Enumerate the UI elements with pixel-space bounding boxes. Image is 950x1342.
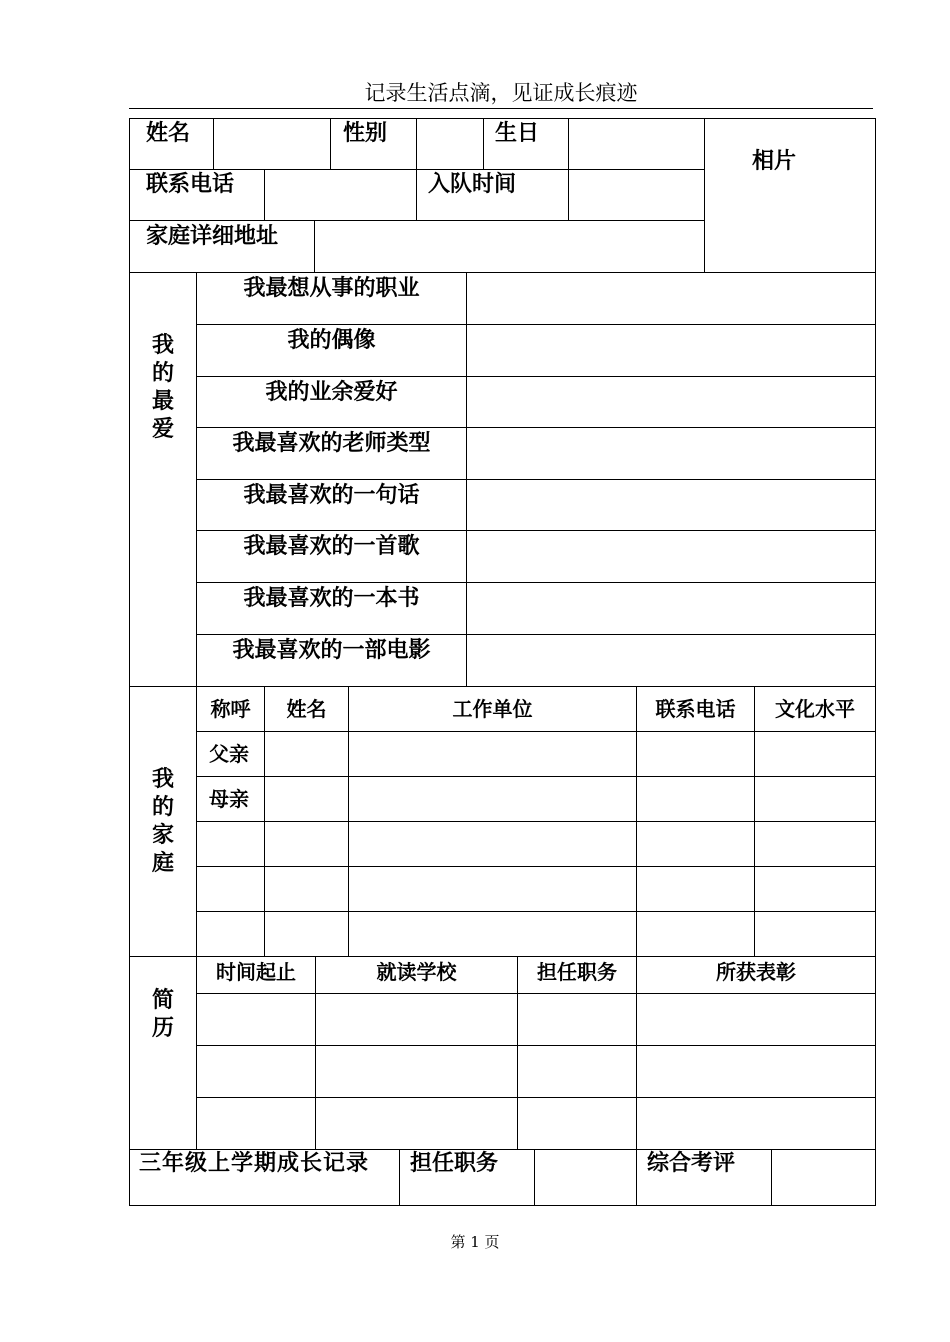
grid-line [196, 376, 876, 377]
grid-line [568, 118, 569, 220]
photo-label: 相片 [752, 149, 797, 174]
grid-line [196, 993, 876, 994]
grid-line [196, 427, 876, 428]
grid-line [196, 911, 876, 912]
family-header-workplace: 工作单位 [452, 697, 533, 721]
grid-line [196, 1045, 876, 1046]
gender-label: 性别 [343, 121, 388, 146]
family-section-label: 我的家庭 [151, 767, 174, 876]
grid-line [196, 821, 876, 822]
address-label: 家庭详细地址 [146, 224, 279, 249]
grid-line [196, 866, 876, 867]
grid-line [196, 530, 876, 531]
favorite-item-hobby: 我的业余爱好 [265, 380, 398, 405]
resume-header-period: 时间起止 [216, 960, 296, 984]
grid-line [196, 731, 876, 732]
table-border-top [129, 118, 876, 119]
resume-header-position: 担任职务 [537, 960, 617, 984]
grid-line [416, 118, 417, 220]
grid-line [399, 1149, 400, 1205]
family-header-name: 姓名 [286, 697, 327, 721]
header-title: 记录生活点滴，见证成长痕迹 [364, 81, 638, 105]
grid-line [330, 118, 331, 169]
record-evaluation-label: 综合考评 [647, 1151, 736, 1176]
record-label: 三年级上学期成长记录 [139, 1151, 370, 1176]
grid-line [264, 169, 265, 220]
page-number: 第 1 页 [450, 1233, 500, 1251]
family-header-title: 称呼 [210, 697, 251, 721]
favorite-item-career: 我最想从事的职业 [243, 276, 420, 301]
favorite-item-teacher: 我最喜欢的老师类型 [232, 431, 431, 456]
favorite-item-book: 我最喜欢的一本书 [243, 586, 420, 611]
birthday-label: 生日 [495, 121, 540, 146]
section-divider [129, 956, 876, 957]
table-border-bottom [129, 1205, 876, 1206]
family-header-education: 文化水平 [775, 697, 855, 721]
resume-header-awards: 所获表彰 [716, 960, 796, 984]
grid-line [771, 1149, 772, 1205]
favorite-item-song: 我最喜欢的一首歌 [243, 534, 420, 559]
grid-line [534, 1149, 535, 1205]
grid-line [704, 118, 705, 272]
table-border-right [875, 118, 876, 1206]
family-row-father: 父亲 [209, 742, 249, 766]
favorite-item-movie: 我最喜欢的一部电影 [232, 638, 431, 663]
resume-header-school: 就读学校 [376, 960, 457, 984]
section-divider [129, 686, 876, 687]
grid-line [196, 324, 876, 325]
resume-section-label: 简历 [151, 988, 174, 1041]
grid-line [196, 634, 876, 635]
header-rule [129, 108, 873, 109]
grid-line [196, 582, 876, 583]
grid-line [213, 118, 214, 169]
phone-label: 联系电话 [146, 172, 235, 197]
family-row-mother: 母亲 [209, 787, 249, 811]
grid-line [314, 220, 315, 272]
grid-line [196, 776, 876, 777]
favorites-section-label: 我的最爱 [151, 333, 174, 442]
section-divider [129, 272, 876, 273]
join-date-label: 入队时间 [428, 172, 517, 197]
grid-line [129, 220, 704, 221]
favorite-item-quote: 我最喜欢的一句话 [243, 483, 420, 508]
grid-line [483, 118, 484, 169]
record-position-label: 担任职务 [410, 1151, 499, 1176]
favorite-item-idol: 我的偶像 [287, 328, 376, 353]
grid-line [196, 1097, 876, 1098]
family-header-phone: 联系电话 [655, 697, 736, 721]
name-label: 姓名 [146, 121, 191, 146]
grid-line [196, 479, 876, 480]
table-border-left [129, 118, 130, 1206]
grid-line [636, 1149, 637, 1205]
